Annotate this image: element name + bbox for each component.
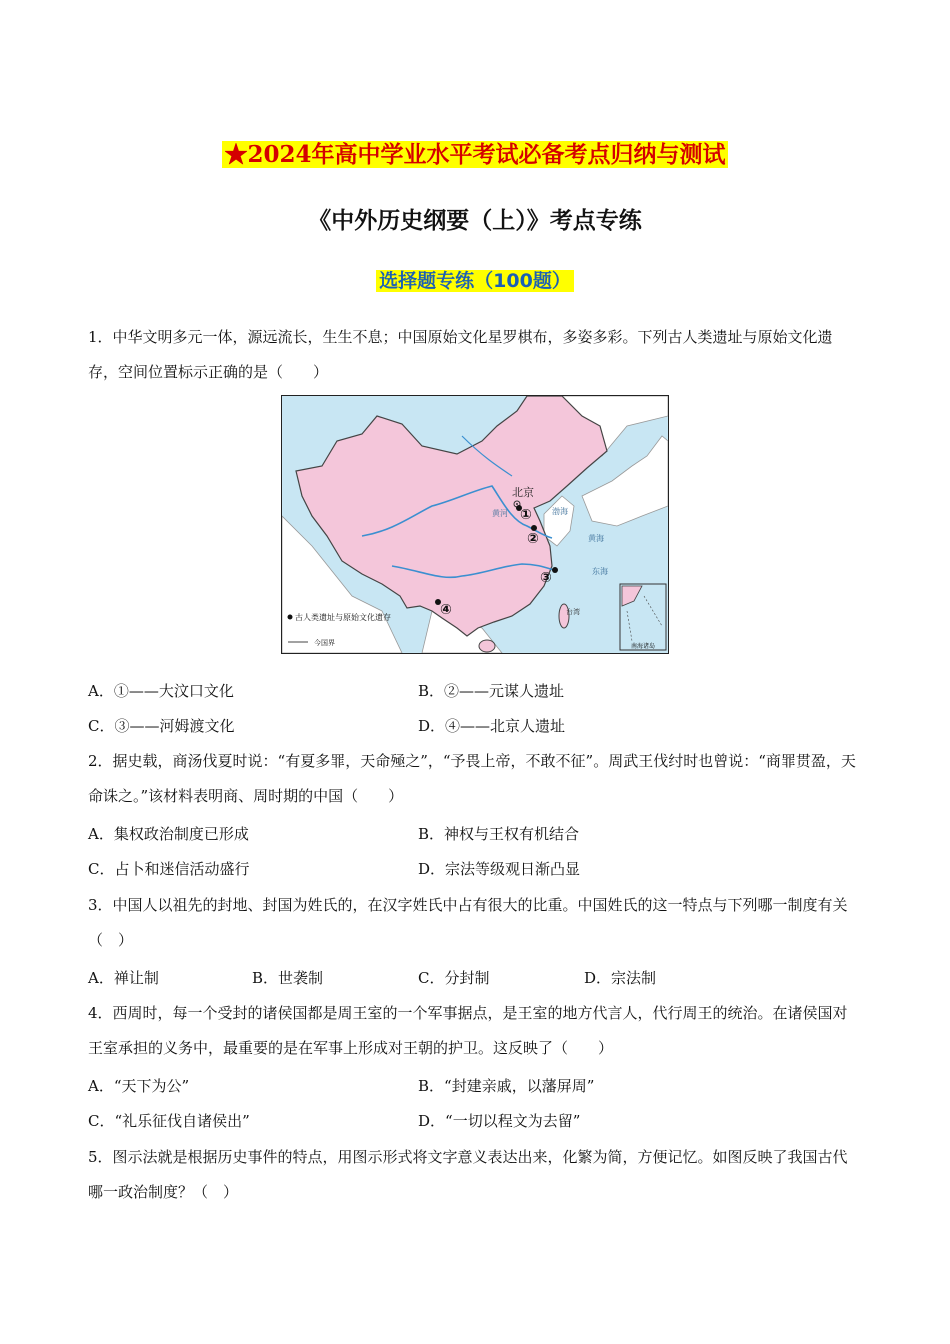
china-map bbox=[281, 395, 669, 654]
q2-option-a: A．集权政治制度已形成 bbox=[88, 825, 249, 843]
sea-label-bohai: 渤海 bbox=[552, 507, 568, 516]
sea-label-huanghai: 黄海 bbox=[588, 534, 604, 543]
question-5: 5．图示法就是根据历史事件的特点，用图示形式将文字意义表达出来，化繁为简，方便记忆。如图反映了我国古代哪一政治制度？（ ） bbox=[88, 1148, 848, 1201]
q1-option-d: D．④——北京人遗址 bbox=[418, 717, 566, 735]
section-heading: 选择题专练（100题） bbox=[0, 266, 950, 293]
q3-option-d: D．宗法制 bbox=[584, 969, 657, 987]
q2-option-d: D．宗法等级观日渐凸显 bbox=[418, 860, 581, 878]
marker-1: ① bbox=[520, 507, 532, 523]
q1-option-c: C．③——河姆渡文化 bbox=[88, 717, 235, 735]
q2-option-b: B．神权与王权有机结合 bbox=[418, 825, 580, 843]
document-title: ★2024年高中学业水平考试必备考点归纳与测试 bbox=[224, 141, 726, 168]
document-subtitle: 《中外历史纲要（上）》考点专练 bbox=[308, 207, 642, 234]
marker-2: ② bbox=[527, 531, 539, 547]
question-1: 1．中华文明多元一体，源远流长，生生不息；中国原始文化星罗棋布，多姿多彩。下列古人类遗址与原始文化遗存，空间位置标示正确的是（ ） bbox=[88, 328, 833, 381]
q3-option-b: B．世袭制 bbox=[252, 969, 324, 987]
marker-3: ③ bbox=[540, 570, 552, 586]
q4-option-b: B．“封建亲戚，以藩屏周” bbox=[418, 1077, 595, 1095]
marker-4: ④ bbox=[440, 602, 452, 618]
q1-option-a: A．①——大汶口文化 bbox=[88, 682, 234, 700]
q3-option-c: C．分封制 bbox=[418, 969, 490, 987]
island-label: 台湾 bbox=[566, 608, 580, 616]
legend-border-label: 今国界 bbox=[314, 639, 335, 647]
sea-label-donghai: 东海 bbox=[592, 567, 608, 576]
beijing-label: 北京 bbox=[512, 486, 534, 499]
q1-option-b: B．②——元谋人遗址 bbox=[418, 682, 565, 700]
q2-option-c: C．占卜和迷信活动盛行 bbox=[88, 860, 250, 878]
q4-option-d: D．“一切以程文为去留” bbox=[418, 1112, 581, 1130]
question-3: 3．中国人以祖先的封地、封国为姓氏的，在汉字姓氏中占有很大的比重。中国姓氏的这一特点与下列哪一制度有关（ ） bbox=[88, 896, 848, 949]
q4-option-a: A．“天下为公” bbox=[88, 1077, 190, 1095]
q3-option-a: A．禅让制 bbox=[88, 969, 159, 987]
question-4: 4．西周时，每一个受封的诸侯国都是周王室的一个军事据点，是王室的地方代言人，代行周王的统治。在诸侯国对王室承担的义务中，最重要的是在军事上形成对王朝的护卫。这反映了（ ） bbox=[88, 1004, 848, 1057]
inset-label: 南海诸岛 bbox=[630, 643, 656, 650]
legend-site-label: 古人类遗址与原始文化遗存 bbox=[295, 613, 391, 622]
question-2: 2．据史载，商汤伐夏时说：“有夏多罪，天命殛之”，“予畏上帝，不敢不征”。周武王伐纣时也曾说：“商罪贯盈，天命诛之。”该材料表明商、周时期的中国（ ） bbox=[88, 752, 856, 805]
q4-option-c: C．“礼乐征伐自诸侯出” bbox=[88, 1112, 250, 1130]
river-label: 黄河 bbox=[492, 509, 508, 518]
